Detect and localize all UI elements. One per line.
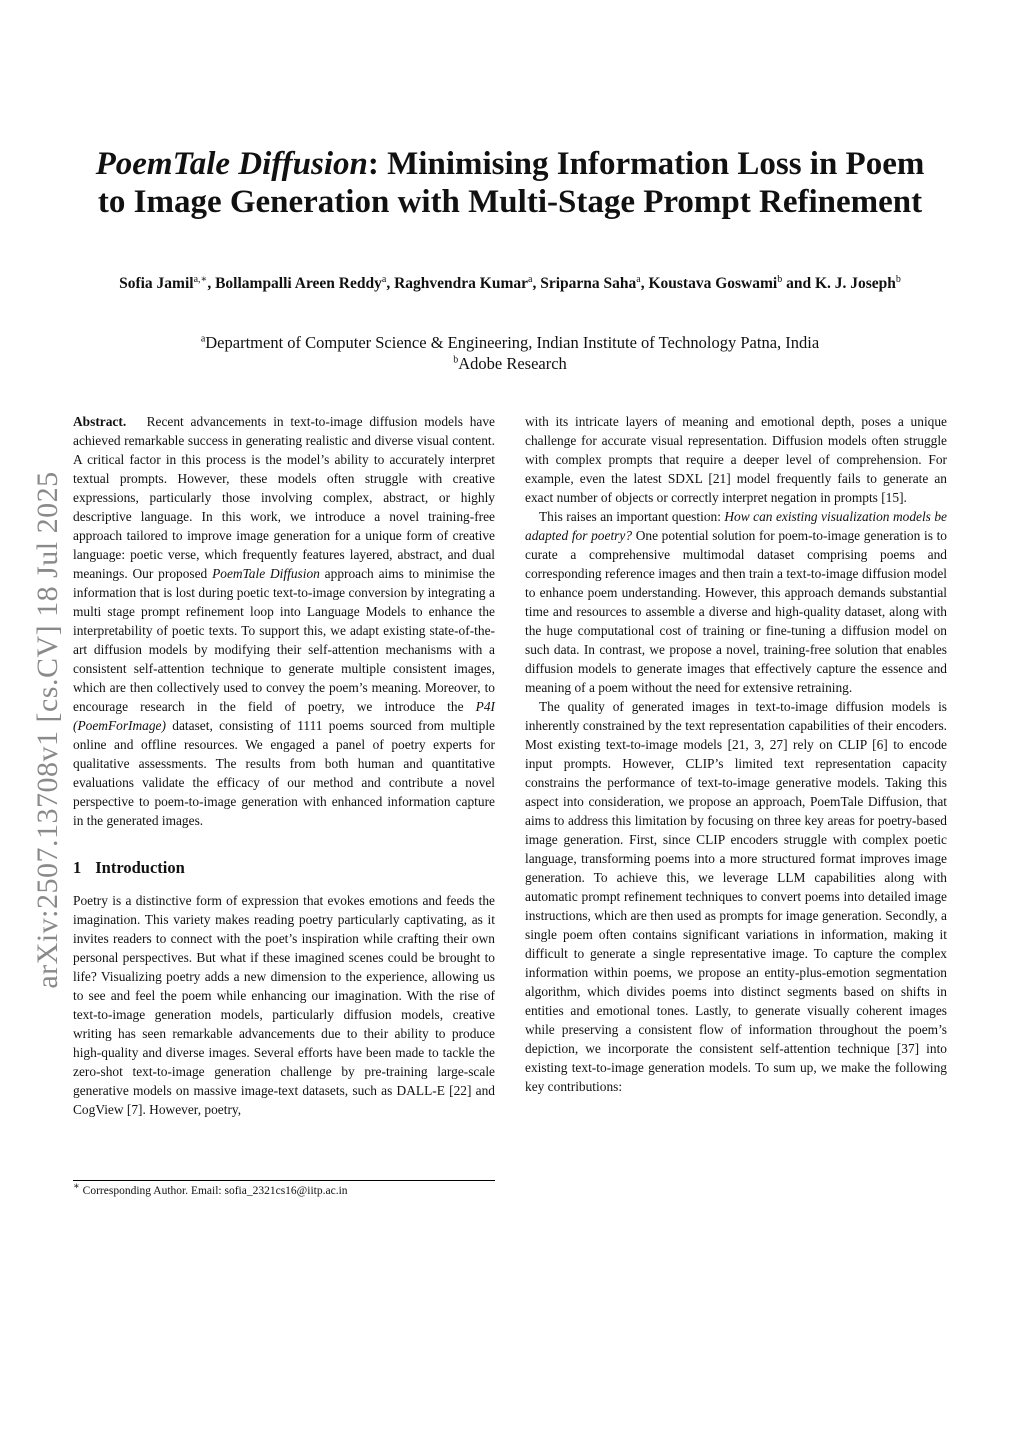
author-affil-mark: a,∗	[193, 273, 208, 285]
author-name: Koustava Goswami	[648, 275, 778, 292]
author-name: Sriparna Saha	[540, 275, 637, 292]
intro-paragraph: Poetry is a distinctive form of expression that evokes emotions and feeds the imagination. This variety makes reading poetry particularly captivating, as it invites readers to connect with the poet’s inspiration while crafting their own personal perspectives. But what if these imagined scenes could be brought to life? Visualizing poetry adds a new dimension to the experience, allowing us to see and feel the poem while enhancing our imagination. With the rise of text-to-image generation models, particularly diffusion models, creative writing has seen remarkable advancements due to their ability to produce high-quality and diverse images. Several efforts have been made to tackle the zero-shot text-to-image generation challenge by pre-training large-scale generative models on massive image-text datasets, such as DALL-E [22] and CogView [7]. However, poetry,	[73, 893, 495, 1117]
right-column	[525, 412, 947, 1096]
affiliation-line	[90, 353, 930, 374]
abstract-text: dataset, consisting of 1111 poems sourced from multiple online and offline resources. We engaged a panel of poetry experts for qualitative assessments. The results from both human and quantitative evaluations validate the efficacy of our method and contribute a novel perspective to poem-to-image generation with enhanced information capture in the generated images.	[73, 718, 495, 828]
author-name: K. J. Joseph	[814, 275, 896, 292]
affiliation-text: Adobe Research	[458, 354, 567, 373]
title-italic-part: PoemTale Diffusion	[95, 146, 368, 182]
body-text: This raises an important question:	[539, 509, 725, 524]
author-affil-mark: a	[528, 273, 533, 285]
abstract-italic: PoemTale Diffusion	[212, 566, 320, 581]
arxiv-identifier: arXiv:2507.13708v1 [cs.CV] 18 Jul 2025	[31, 471, 64, 989]
abstract-label: Abstract.	[73, 414, 127, 429]
author-affil-mark: a	[636, 273, 641, 285]
arxiv-watermark	[28, 430, 68, 1030]
footnote-text: Corresponding Author. Email: sofia_2321cs16@iitp.ac.in	[82, 1185, 348, 1197]
affiliation-text: Department of Computer Science & Engineering, Indian Institute of Technology Patna, India	[205, 333, 820, 352]
abstract	[73, 412, 495, 830]
author-affil-mark: b	[895, 273, 901, 285]
body-paragraph: with its intricate layers of meaning and emotional depth, poses a unique challenge for accurate visual representation. Diffusion models often struggle with complex prompts that require a deeper level of comprehension. For example, even the latest SDXL [21] model frequently fails to generate an exact number of objects or correctly interpret negation in prompts [15].	[525, 414, 947, 505]
footnote-mark: ∗	[73, 1181, 80, 1193]
author-affil-mark: b	[777, 273, 783, 285]
affiliations	[90, 332, 930, 374]
research-question: How can existing visualization models be adapted for poetry?	[525, 509, 947, 543]
section-heading-introduction	[73, 858, 495, 877]
title-rest: : Minimising Information Loss in Poem to Image Generation with Multi-Stage Prompt Refinement	[97, 146, 925, 220]
author-name: Sofia Jamil	[119, 275, 194, 292]
section-title: Introduction	[95, 858, 185, 877]
body-paragraph: The quality of generated images in text-to-image diffusion models is inherently constrained by the text representation capabilities of their encoders. Most existing text-to-image models [21, 3, 27] rely on CLIP [6] to encode input prompts. However, CLIP’s limited text representation capacity constrains the performance of text-to-image generative models. Taking this aspect into consideration, we propose an approach, PoemTale Diffusion, that aims to address this limitation by focusing on three key areas for poetry-based image generation. First, since CLIP encoders struggle with complex poetic language, transforming poems into a more structured format improves image generation. To achieve this, we leverage LLM capabilities along with automatic prompt refinement techniques to convert poems into detailed image instructions, which are then used as prompts for image generation. Secondly, a single poem often contains significant variations in information, making it difficult to generate a single representative image. To capture the complex information within poems, we propose an entity-plus-emotion segmentation algorithm, which divides poems into distinct segments based on shifts in entities and emotional tones. Lastly, to generate visually coherent images while preserving a consistent flow of information throughout the poem’s depiction, we incorporate the consistent self-attention technique [37] into existing text-to-image generation models. To sum up, we make the following key contributions:	[525, 699, 947, 1094]
affiliation-mark: a	[200, 333, 206, 345]
author-and: and	[786, 275, 812, 292]
paper-title	[90, 145, 930, 221]
footnote	[73, 1181, 495, 1199]
left-column	[73, 412, 495, 1119]
affiliation-line	[90, 332, 930, 353]
section-number: 1	[73, 858, 82, 877]
affiliation-mark: b	[453, 354, 459, 366]
body-paragraph	[525, 507, 947, 697]
abstract-text: Recent advancements in text-to-image diffusion models have achieved remarkable success in generating realistic and diverse visual content. A critical factor in this process is the model’s ability to accurately interpret textual prompts. However, these models often struggle with creative expressions, particularly those involving complex, abstract, or highly descriptive language. In this work, we introduce a novel training-free approach tailored to improve image generation for a unique form of creative language: poetic verse, which frequently features layered, abstract, and dual meanings. Our proposed	[73, 414, 495, 581]
footnote-rule	[73, 1180, 495, 1181]
author-list: Sofia Jamil$^{a,∗}$, Bollampalli Areen Reddy$^a$, Raghvendra Kumar$^a$, Sriparna Saha$^a$, Koustava Goswami$^b$ and K. J. Joseph$^b$	[119, 273, 901, 292]
abstract-italic: P4I (PoemForImage)	[73, 699, 495, 733]
author-affil-mark: a	[381, 273, 387, 285]
author-name: Bollampalli Areen Reddy	[215, 275, 382, 292]
abstract-text: approach aims to minimise the information that is lost during poetic text-to-image conversion by integrating a multi stage prompt refinement loop into Language Models to enhance the interpretability of poetic texts. To support this, we adapt existing state-of-the-art diffusion models by modifying their self-attention mechanisms with a consistent self-attention technique to generate multiple consistent images, which are then collectively used to convey the poem’s meaning. Moreover, to encourage research in the field of poetry, we introduce the	[73, 566, 495, 714]
body-text: One potential solution for poem-to-image generation is to curate a comprehensive multimodal dataset comprising poems and corresponding reference images and then train a text-to-image diffusion model to enhance poem understanding. However, this approach demands substantial time and resources to assemble a diverse and high-quality dataset, along with the huge computational cost of training or fine-tuning a diffusion model on such data. In contrast, we propose a novel, training-free solution that enables diffusion models to generate images that effectively capture the essence and meaning of a poem without the need for extensive retraining.	[525, 528, 948, 695]
author-name: Raghvendra Kumar	[394, 275, 528, 292]
